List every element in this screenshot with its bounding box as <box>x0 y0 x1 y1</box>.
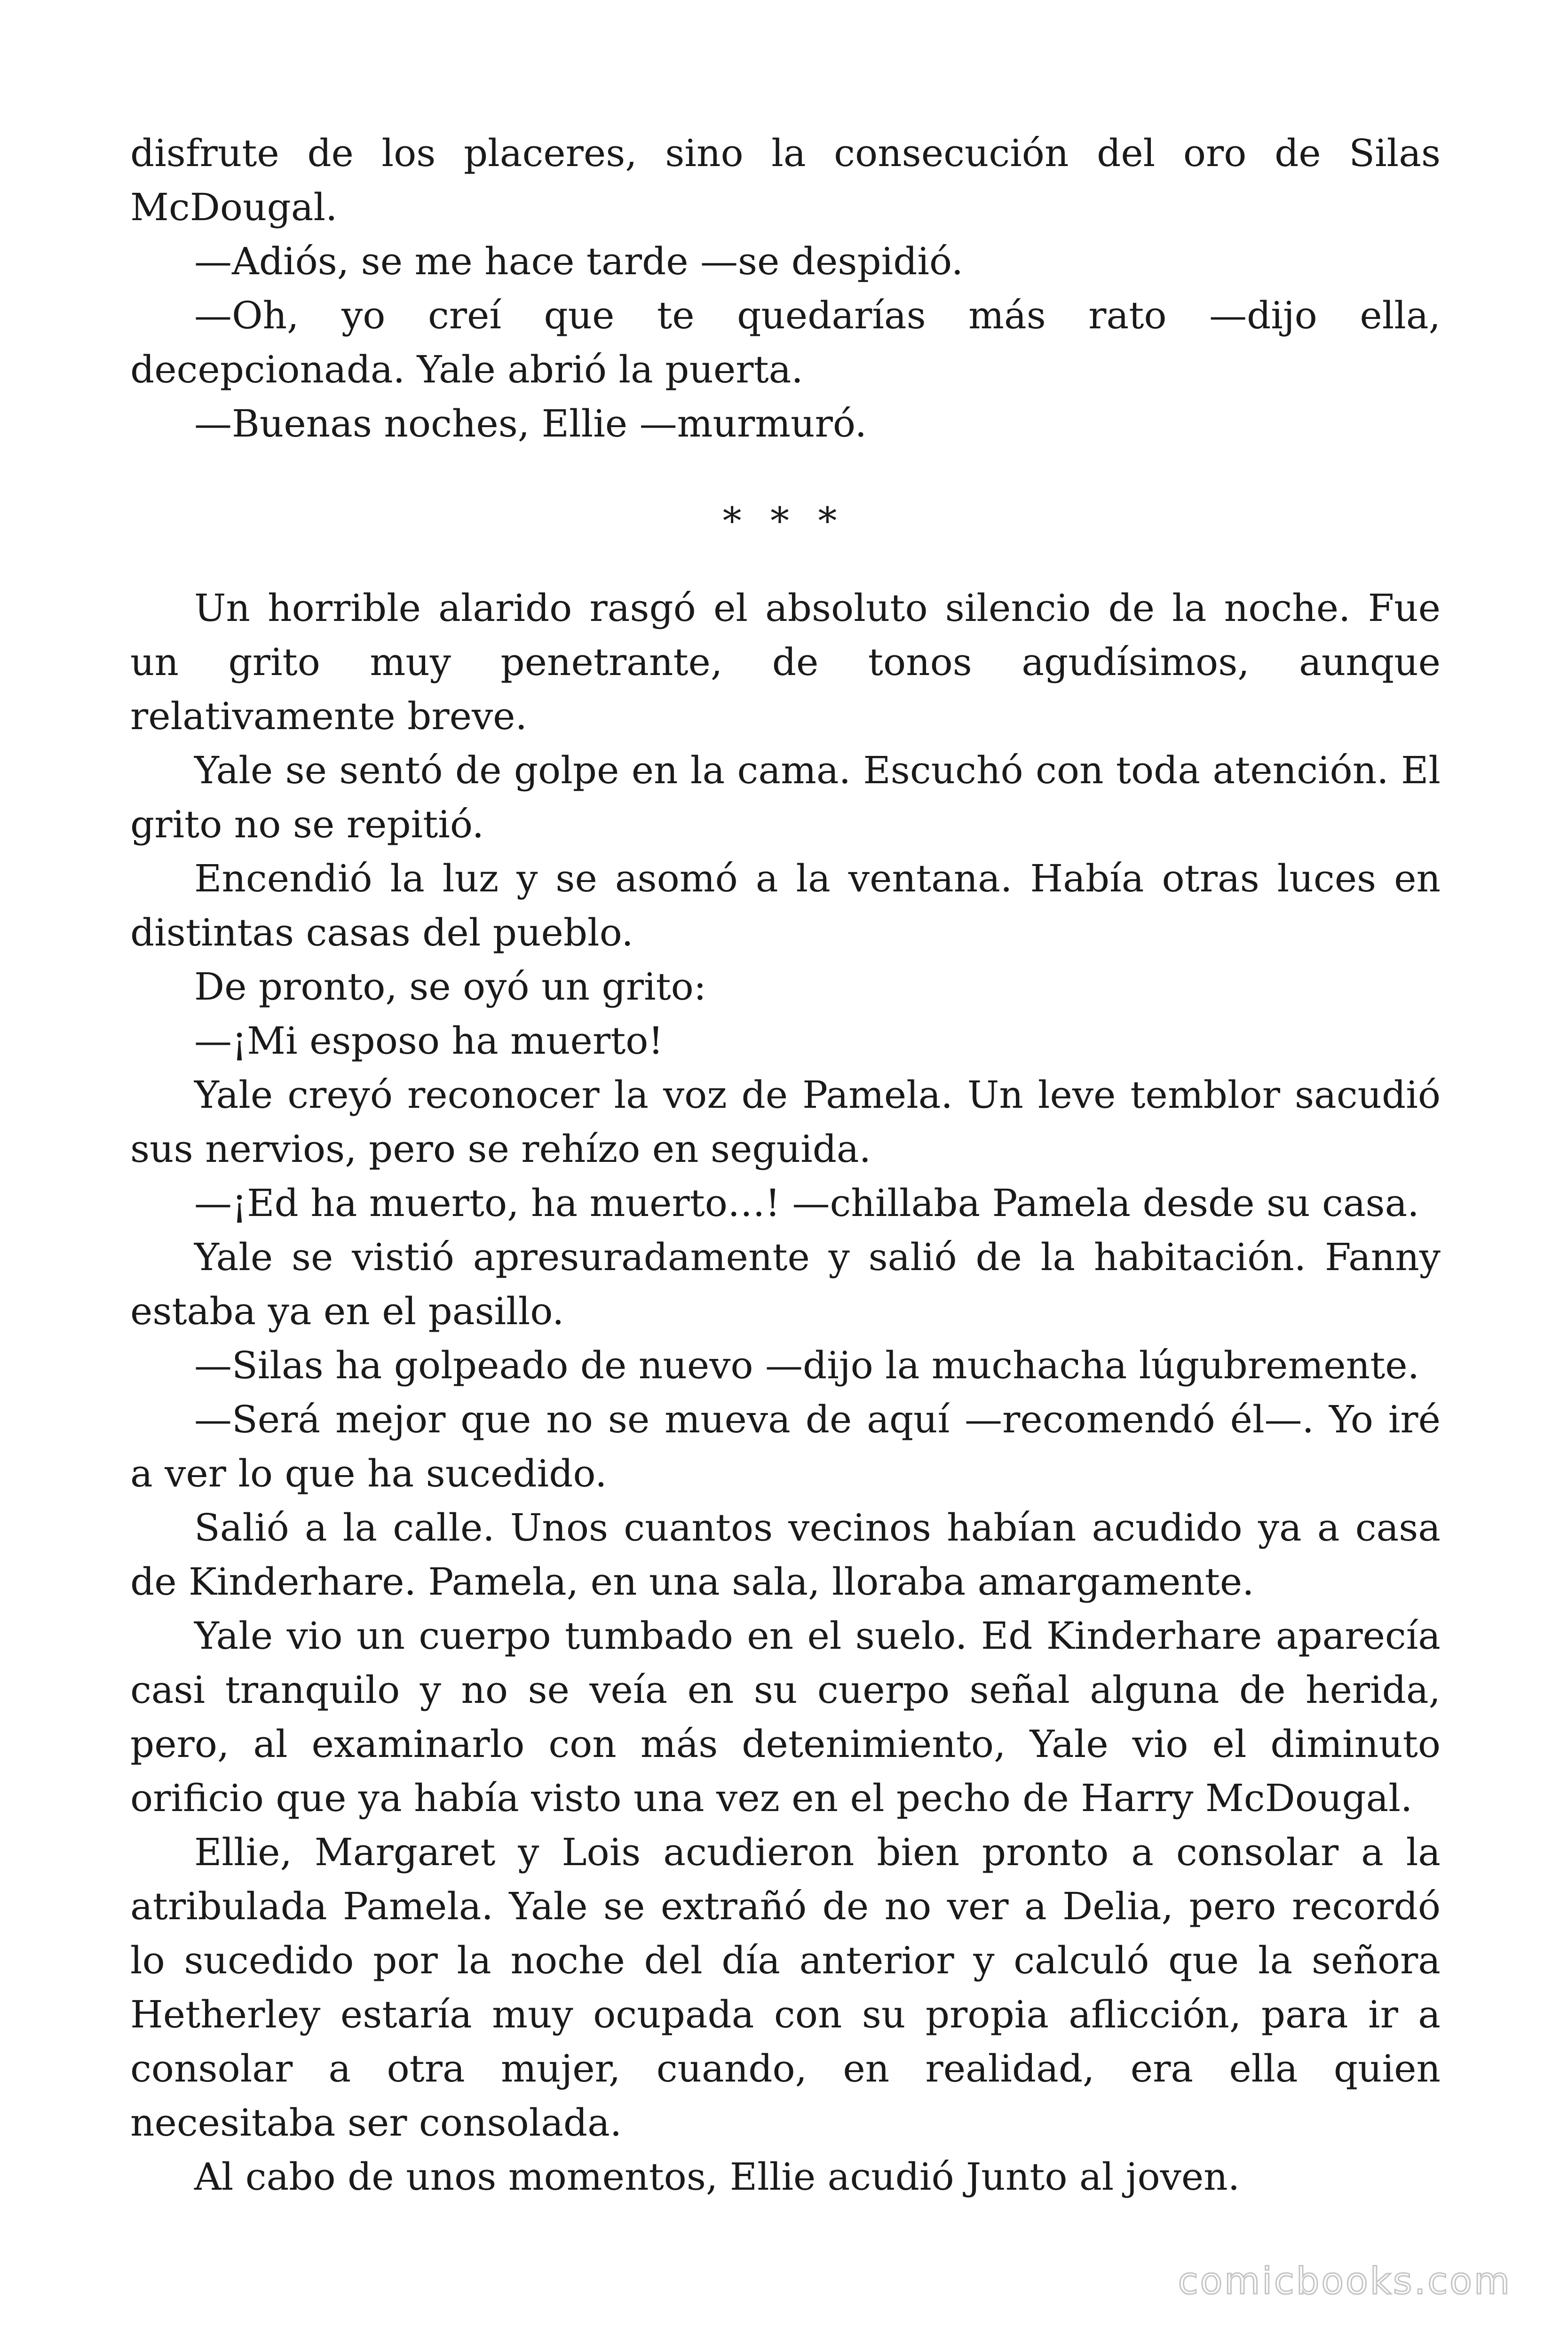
paragraph: —Adiós, se me hace tarde —se despidió. <box>194 239 964 283</box>
paragraph: —Será mejor que no se mueva de aquí —recomendó él—. Yo iré a ver lo que ha sucedido. <box>130 1398 1441 1495</box>
paragraph: Salió a la calle. Unos cuantos vecinos habían acudido ya a casa de Kinderhare. Pamela, en una sala, lloraba amargamente. <box>130 1506 1441 1604</box>
paragraph: Ellie, Margaret y Lois acudieron bien pronto a consolar a la atribulada Pamela. Yale se extrañó de no ver a Delia, pero recordó lo sucedido por la noche del día anterior y calculó que la señora Hetherley estaría muy ocupada con su propia aflicción, para ir a consolar a otra mujer, cuando, en realidad, era ella quien necesitaba ser consolada. <box>130 1830 1441 2145</box>
paragraph: Al cabo de unos momentos, Ellie acudió Junto al joven. <box>194 2155 1240 2199</box>
paragraph: —¡Ed ha muerto, ha muerto…! —chillaba Pamela desde su casa. <box>194 1181 1419 1225</box>
text-block-top <box>130 126 1441 451</box>
paragraph: disfrute de los placeres, sino la consecución del oro de Silas McDougal. <box>130 131 1441 229</box>
paragraph: —¡Mi esposo ha muerto! <box>194 1019 664 1063</box>
paragraph: —Silas ha golpeado de nuevo —dijo la muchacha lúgubremente. <box>194 1343 1420 1387</box>
text-block-bottom <box>130 581 1441 2204</box>
paragraph: —Buenas noches, Ellie —murmuró. <box>194 402 867 445</box>
paragraph: Yale creyó reconocer la voz de Pamela. Un leve temblor sacudió sus nervios, pero se rehízo en seguida. <box>130 1073 1441 1171</box>
watermark: comicbooks.com <box>1178 2260 1512 2303</box>
section-separator: * * * <box>722 499 846 543</box>
paragraph: Yale se sentó de golpe en la cama. Escuchó con toda atención. El grito no se repitió. <box>130 748 1441 846</box>
paragraph: —Oh, yo creí que te quedarías más rato —dijo ella, decepcionada. Yale abrió la puerta. <box>130 294 1441 391</box>
paragraph: De pronto, se oyó un grito: <box>194 965 706 1009</box>
paragraph: Encendió la luz y se asomó a la ventana. Había otras luces en distintas casas del pueblo. <box>130 857 1441 954</box>
paragraph: Un horrible alarido rasgó el absoluto silencio de la noche. Fue un grito muy penetrante, de tonos agudísimos, aunque relativamente breve. <box>130 586 1441 738</box>
paragraph: Yale vio un cuerpo tumbado en el suelo. Ed Kinderhare aparecía casi tranquilo y no se veía en su cuerpo señal alguna de herida, pero, al examinarlo con más detenimiento, Yale vio el diminuto orificio que ya había visto una vez en el pecho de Harry McDougal. <box>130 1614 1441 1820</box>
paragraph: Yale se vistió apresuradamente y salió de la habitación. Fanny estaba ya en el pasillo. <box>130 1235 1441 1333</box>
